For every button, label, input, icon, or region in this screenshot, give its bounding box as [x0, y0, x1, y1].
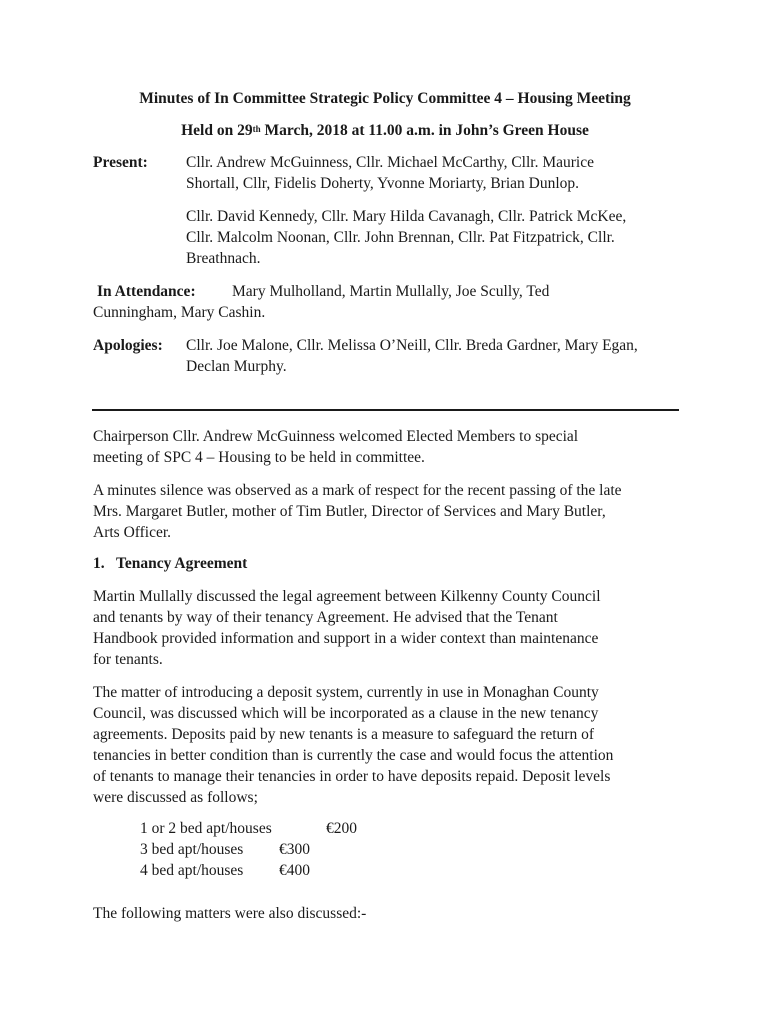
- document-title: Minutes of In Committee Strategic Policy Committee 4 – Housing Meeting: [139, 90, 631, 107]
- attendance-line-2: Cunningham, Mary Cashin.: [93, 304, 266, 321]
- present-members-1: [186, 152, 594, 194]
- paragraph-line: Handbook provided information and support in a wider context than maintenance: [93, 630, 599, 647]
- deposit-item-label: 3 bed apt/houses: [140, 841, 244, 858]
- paragraph-line: were discussed as follows;: [93, 789, 258, 806]
- deposit-item-label: 1 or 2 bed apt/houses: [140, 820, 272, 837]
- meeting-date-location: [0, 120, 770, 141]
- deposit-item-amount: €300: [279, 841, 310, 858]
- paragraph-line: Council, was discussed which will be incorporated as a clause in the new tenancy: [93, 705, 599, 722]
- present-line: Breathnach.: [186, 250, 261, 267]
- paragraph-line: A minutes silence was observed as a mark of respect for the recent passing of the late: [93, 482, 622, 499]
- deposit-item-amount: €400: [279, 862, 310, 879]
- paragraph-line: of tenants to manage their tenancies in order to have deposits repaid. Deposit levels: [93, 768, 611, 785]
- section-heading: Tenancy Agreement: [116, 555, 248, 572]
- present-label: Present:: [93, 154, 148, 171]
- deposit-item-amount: €200: [326, 820, 357, 837]
- paragraph-line: tenancies in better condition than is currently the case and would focus the attention: [93, 747, 614, 764]
- apologies-label: Apologies:: [93, 337, 163, 354]
- silence-paragraph: [93, 480, 622, 543]
- held-prefix: Held on 29: [181, 122, 253, 139]
- closing-line: The following matters were also discussed:-: [93, 905, 367, 922]
- apologies-list: [186, 335, 638, 377]
- agreement-paragraph: [93, 586, 601, 670]
- present-line: Cllr. David Kennedy, Cllr. Mary Hilda Cavanagh, Cllr. Patrick McKee,: [186, 208, 627, 225]
- paragraph-line: Martin Mullally discussed the legal agreement between Kilkenny County Council: [93, 588, 601, 605]
- paragraph-line: Arts Officer.: [93, 524, 172, 541]
- section-divider: [92, 409, 679, 411]
- paragraph-line: Chairperson Cllr. Andrew McGuinness welcomed Elected Members to special: [93, 428, 579, 445]
- apologies-line: Cllr. Joe Malone, Cllr. Melissa O’Neill, Cllr. Breda Gardner, Mary Egan,: [186, 337, 638, 354]
- deposit-item-label: 4 bed apt/houses: [140, 862, 244, 879]
- deposit-paragraph: [93, 682, 613, 808]
- paragraph-line: Mrs. Margaret Butler, mother of Tim Butler, Director of Services and Mary Butler,: [93, 503, 606, 520]
- present-line: Cllr. Malcolm Noonan, Cllr. John Brennan, Cllr. Pat Fitzpatrick, Cllr.: [186, 229, 615, 246]
- paragraph-line: and tenants by way of their tenancy Agreement. He advised that the Tenant: [93, 609, 558, 626]
- held-suffix: March, 2018 at 11.00 a.m. in John’s Green House: [260, 122, 589, 139]
- apologies-line: Declan Murphy.: [186, 358, 287, 375]
- paragraph-line: The matter of introducing a deposit system, currently in use in Monaghan County: [93, 684, 599, 701]
- welcome-paragraph: [93, 426, 578, 468]
- present-members-2: [186, 206, 626, 269]
- present-line: Cllr. Andrew McGuinness, Cllr. Michael McCarthy, Cllr. Maurice: [186, 154, 594, 171]
- section-number: 1.: [93, 555, 105, 572]
- held-ordinal: th: [252, 124, 261, 134]
- present-line: Shortall, Cllr, Fidelis Doherty, Yvonne Moriarty, Brian Dunlop.: [186, 175, 580, 192]
- attendance-line-1: Mary Mulholland, Martin Mullally, Joe Scully, Ted: [232, 283, 550, 300]
- paragraph-line: meeting of SPC 4 – Housing to be held in committee.: [93, 449, 425, 466]
- paragraph-line: for tenants.: [93, 651, 163, 668]
- attendance-label: In Attendance:: [97, 283, 196, 300]
- paragraph-line: agreements. Deposits paid by new tenants is a measure to safeguard the return of: [93, 726, 595, 743]
